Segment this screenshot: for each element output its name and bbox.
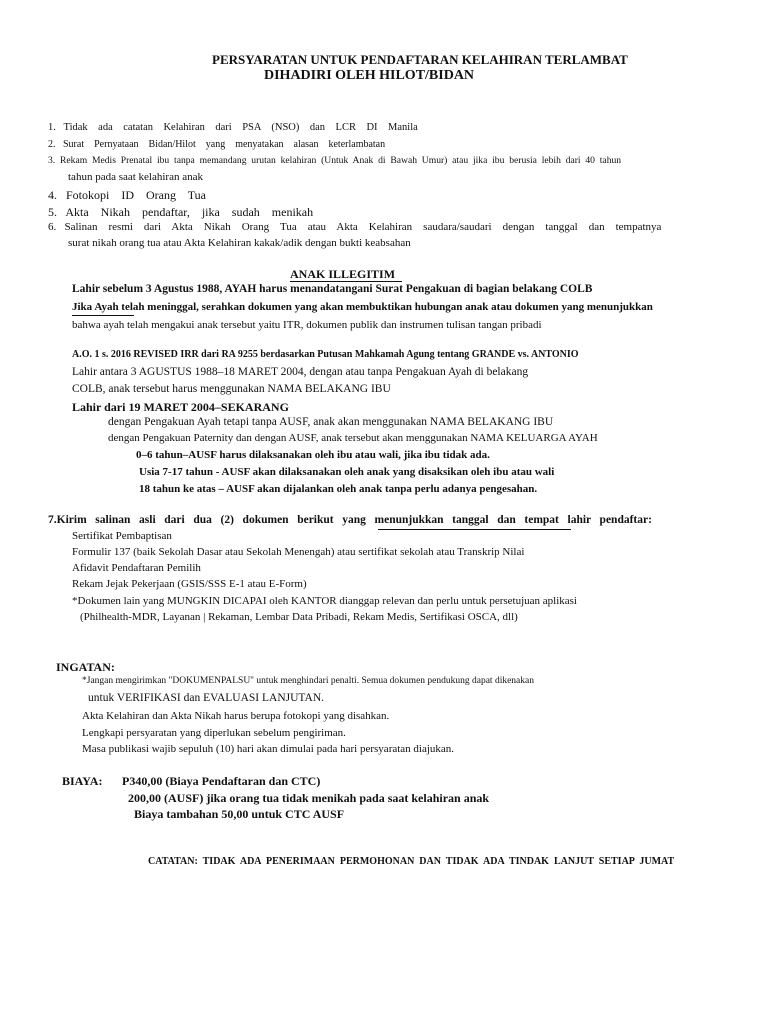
- fees-line-2: 200,00 (AUSF) jika orang tua tidak menikah pada saat kelahiran anak: [128, 791, 490, 805]
- illegitimate-p4: Lahir antara 3 AGUSTUS 1988–18 MARET 2004, dengan atau tanpa Pengakuan Ayah di belakang: [72, 366, 529, 378]
- illegitimate-heading-underline: [290, 281, 402, 282]
- item7-doc-1: Sertifikat Pembaptisan: [72, 530, 172, 542]
- illegitimate-p8: dengan Pengakuan Paternity dan dengan AUSF, anak tersebut akan menggunakan NAMA KELUARGA AYAH: [108, 432, 598, 444]
- requirement-2: 2. Surat Pernyataan Bidan/Hilot yang menyatakan alasan keterlambatan: [48, 139, 386, 150]
- illegitimate-heading: [290, 268, 395, 280]
- requirement-6-cont: surat nikah orang tua atau Akta Kelahiran kakak/adik dengan bukti keabsahan: [68, 237, 411, 249]
- reminder-line-4: Lengkapi persyaratan yang diperlukan sebelum pengiriman.: [82, 727, 346, 739]
- item7-doc-3: Afidavit Pendaftaran Pemilih: [72, 562, 201, 574]
- requirement-1: 1. Tidak ada catatan Kelahiran dari PSA (NSO) dan LCR DI Manila: [48, 122, 418, 133]
- requirement-5: 5. Akta Nikah pendaftar, jika sudah menikah: [48, 205, 314, 219]
- illegitimate-p11: 18 tahun ke atas – AUSF akan dijalankan oleh anak tanpa perlu adanya pengesahan.: [139, 483, 538, 495]
- illegitimate-p3: bahwa ayah telah mengakui anak tersebut yaitu ITR, dokumen publik dan instrumen tulisan tangan pribadi: [72, 319, 542, 331]
- item7-heading: 7.Kirim salinan asli dari dua (2) dokumen berikut yang menunjukkan tanggal dan tempat lahir pendaftar:: [48, 515, 652, 526]
- requirement-6: 6. Salinan resmi dari Akta Nikah Orang Tua atau Akta Kelahiran saudara/saudari dengan tanggal dan tempatnya: [48, 222, 662, 233]
- title-line-1: PERSYARATAN UNTUK PENDAFTARAN KELAHIRAN TERLAMBAT: [212, 52, 628, 67]
- illegitimate-p6: Lahir dari 19 MARET 2004–SEKARANG: [72, 400, 289, 414]
- reminder-line-2: untuk VERIFIKASI dan EVALUASI LANJUTAN.: [88, 692, 324, 704]
- illegitimate-p10: Usia 7-17 tahun - AUSF akan dilaksanakan oleh anak yang disaksikan oleh ibu atau wali: [139, 466, 555, 478]
- illegitimate-p9: 0–6 tahun–AUSF harus dilaksanakan oleh ibu atau wali, jika ibu tidak ada.: [136, 449, 490, 461]
- item7-doc-5: *Dokumen lain yang MUNGKIN DICAPAI oleh KANTOR dianggap relevan dan perlu untuk persetujuan aplikasi: [72, 595, 577, 607]
- reminder-line-5: Masa publikasi wajib sepuluh (10) hari akan dimulai pada hari persyaratan diajukan.: [82, 743, 455, 755]
- item7-doc-2: Formulir 137 (baik Sekolah Dasar atau Sekolah Menengah) atau sertifikat sekolah atau Transkrip Nilai: [72, 546, 525, 558]
- reminder-heading: INGATAN:: [56, 660, 115, 674]
- illegitimate-p2-underline: [72, 315, 134, 316]
- item7-heading-underline: [378, 529, 571, 530]
- item7-doc-6: (Philhealth-MDR, Layanan | Rekaman, Lembar Data Pribadi, Rekam Medis, Sertifikasi OSCA, dll): [80, 611, 518, 623]
- reminder-line-3: Akta Kelahiran dan Akta Nikah harus berupa fotokopi yang disahkan.: [82, 710, 390, 722]
- closing-note: CATATAN: TIDAK ADA PENERIMAAN PERMOHONAN DAN TIDAK ADA TINDAK LANJUT SETIAP JUMAT: [148, 856, 675, 867]
- illegitimate-p2: Jika Ayah telah meninggal, serahkan dokumen yang akan membuktikan hubungan anak atau dokumen yang menunjukkan: [72, 301, 653, 313]
- illegitimate-p7: dengan Pengakuan Ayah tetapi tanpa AUSF, anak akan menggunakan NAMA BELAKANG IBU: [108, 416, 554, 428]
- illegitimate-heading-text: ANAK ILLEGITIM: [290, 267, 396, 281]
- requirement-3-cont: tahun pada saat kelahiran anak: [68, 171, 203, 183]
- fees-label: BIAYA:: [62, 774, 103, 788]
- requirement-4: 4. Fotokopi ID Orang Tua: [48, 188, 207, 202]
- item7-doc-4: Rekam Jejak Pekerjaan (GSIS/SSS E-1 atau E-Form): [72, 578, 307, 590]
- illegitimate-p1: Lahir sebelum 3 Agustus 1988, AYAH harus menandatangani Surat Pengakuan di bagian belakang COLB: [72, 283, 593, 295]
- title-line-2: DIHADIRI OLEH HILOT/BIDAN: [264, 68, 475, 83]
- illegitimate-p5: COLB, anak tersebut harus menggunakan NAMA BELAKANG IBU: [72, 383, 391, 395]
- fees-line-1: P340,00 (Biaya Pendaftaran dan CTC): [122, 774, 321, 788]
- requirement-3: 3. Rekam Medis Prenatal ibu tanpa memandang urutan kelahiran (Untuk Anak di Bawah Umur) atau jika ibu berusia lebih dari 40 tahun: [48, 156, 622, 166]
- ao-reference: A.O. 1 s. 2016 REVISED IRR dari RA 9255 berdasarkan Putusan Mahkamah Agung tentang GRANDE vs. ANTONIO: [72, 349, 579, 360]
- reminder-line-1: *Jangan mengirimkan "DOKUMENPALSU" untuk menghindari penalti. Semua dokumen pendukung dapat dikenakan: [82, 676, 534, 686]
- fees-line-3: Biaya tambahan 50,00 untuk CTC AUSF: [134, 807, 345, 821]
